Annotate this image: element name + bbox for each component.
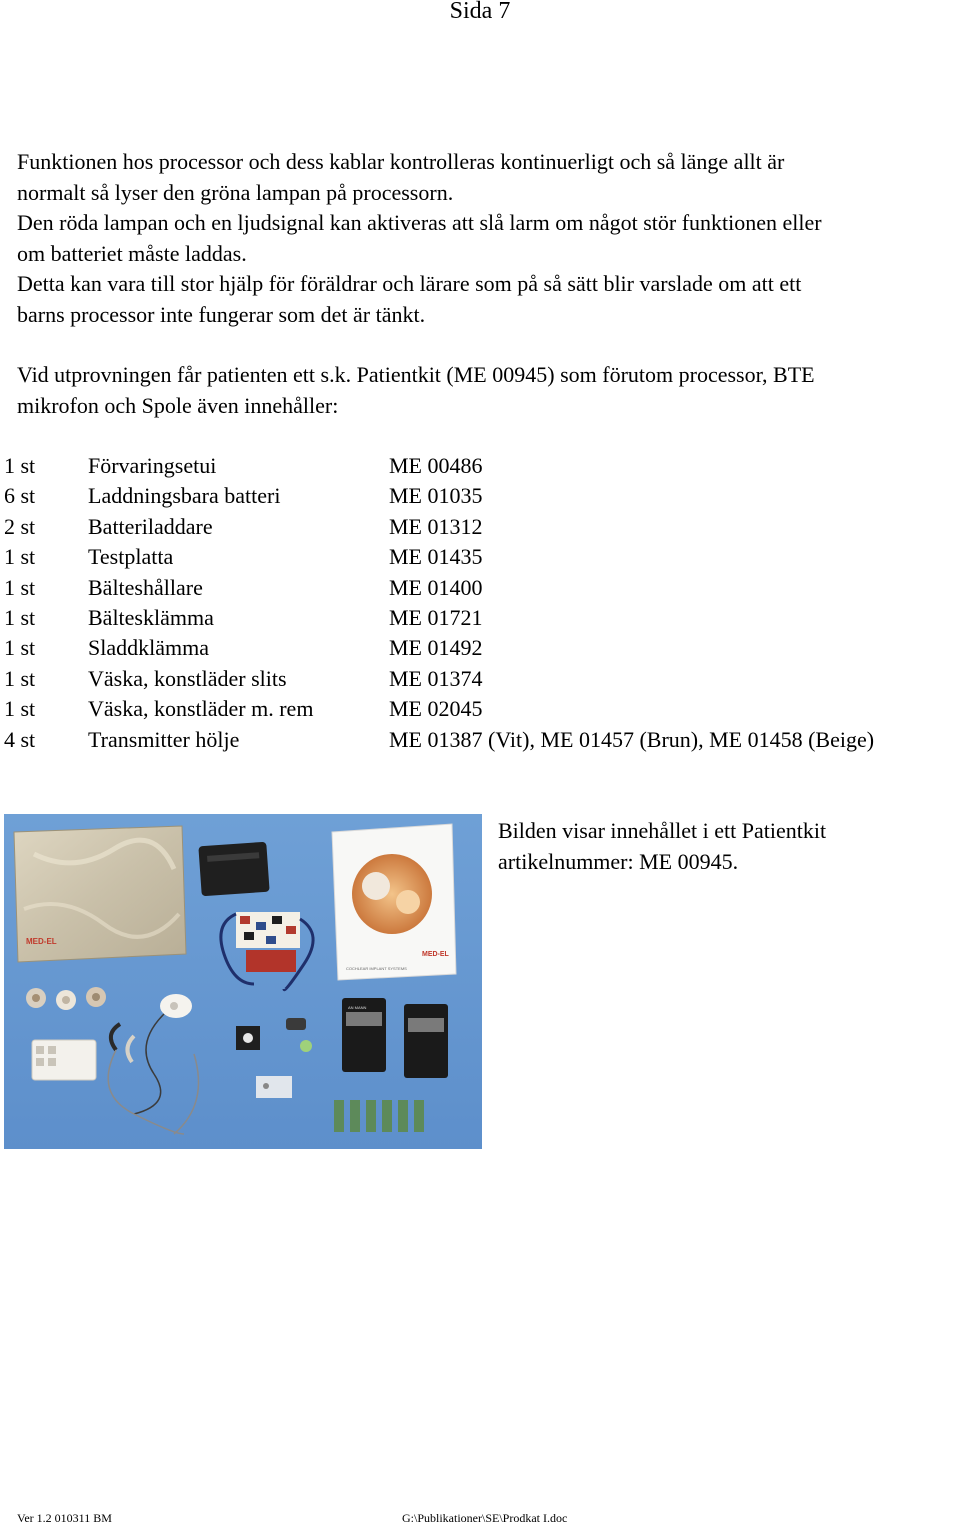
list-item (4, 694, 960, 724)
item-name: Förvaringsetui (88, 453, 217, 478)
item-name: Batteriladdare (88, 513, 213, 539)
processor-label: AN MANN (348, 1005, 367, 1010)
list-item (4, 481, 960, 511)
list-item (4, 725, 960, 755)
text-line: mikrofon och Spole även innehåller: (17, 392, 339, 418)
item-name: Sladdklämma (88, 635, 209, 661)
box-brand: MED-EL (26, 937, 57, 946)
item-name: Testplatta (88, 544, 174, 570)
item-name: Väska, konstläder m. rem (88, 696, 314, 722)
brochure-brand: MED-EL (422, 951, 449, 958)
item-code: ME 01721 (389, 604, 483, 630)
item-name: Transmitter hölje (88, 726, 240, 752)
list-item (4, 542, 960, 572)
caption-line: artikelnummer: ME 00945. (498, 848, 739, 874)
item-quantity: 1 st (4, 604, 36, 630)
caption-line: Bilden visar innehållet i ett Patientkit (498, 818, 827, 843)
text-line: normalt så lyser den gröna lampan på processorn. (17, 179, 454, 205)
item-quantity: 1 st (4, 574, 36, 600)
footer-version: Ver 1.2 010311 BM (17, 1511, 112, 1525)
text-line: om batteriet måste laddas. (17, 240, 247, 266)
item-quantity: 2 st (4, 513, 36, 539)
intro-paragraph (17, 147, 957, 330)
list-item (4, 603, 960, 633)
text-line: Funktionen hos processor och dess kablar kontrolleras kontinuerligt och så länge allt är (17, 149, 785, 174)
item-quantity: 1 st (4, 635, 36, 661)
text-line: Vid utprovningen får patienten ett s.k. Patientkit (ME 00945) som förutom processor, BTE (17, 362, 815, 387)
item-name: Bältesklämma (88, 604, 214, 630)
patient-kit-photo (4, 814, 482, 1149)
storage-case (14, 826, 186, 962)
page-header: Sida 7 (449, 0, 511, 24)
list-item (4, 664, 960, 694)
list-item (4, 573, 960, 603)
kit-items-list (4, 451, 960, 755)
item-code: ME 00486 (389, 453, 483, 478)
item-code: ME 02045 (389, 696, 483, 722)
text-line: Den röda lampan och en ljudsignal kan aktiveras att slå larm om något stör funktionen eller (17, 210, 822, 235)
list-item (4, 451, 960, 481)
item-quantity: 1 st (4, 544, 36, 570)
item-quantity: 1 st (4, 453, 36, 478)
item-name: Laddningsbara batteri (88, 483, 281, 509)
brochure-subtitle: COCHLEAR IMPLANT SYSTEMS (346, 966, 407, 971)
item-quantity: 1 st (4, 665, 36, 691)
text-line: Detta kan vara till stor hjälp för föräldrar och lärare som på så sätt blir varslade om att ett (17, 271, 802, 296)
item-code: ME 01400 (389, 574, 483, 600)
item-code: ME 01492 (389, 635, 483, 661)
item-code: ME 01312 (389, 513, 483, 539)
photo-caption (498, 816, 826, 877)
belt-pouch (198, 842, 269, 897)
transmitter-covers (26, 987, 106, 1010)
item-code: ME 01435 (389, 544, 483, 570)
list-item (4, 512, 960, 542)
item-quantity: 4 st (4, 726, 36, 752)
item-name: Bälteshållare (88, 574, 203, 600)
item-name: Väska, konstläder slits (88, 665, 287, 691)
item-code: ME 01035 (389, 483, 483, 509)
text-line: barns processor inte fungerar som det är tänkt. (17, 301, 426, 327)
item-quantity: 1 st (4, 696, 36, 722)
brochure (332, 824, 456, 980)
item-quantity: 6 st (4, 483, 36, 509)
footer-file-path: G:\Publikationer\SE\Prodkat I.doc (402, 1511, 568, 1525)
list-item (4, 633, 960, 663)
item-code: ME 01374 (389, 665, 483, 691)
battery-charger (32, 1040, 96, 1080)
kit-paragraph (17, 360, 957, 421)
item-code: ME 01387 (Vit), ME 01457 (Brun), ME 01458 (Beige) (389, 726, 875, 752)
